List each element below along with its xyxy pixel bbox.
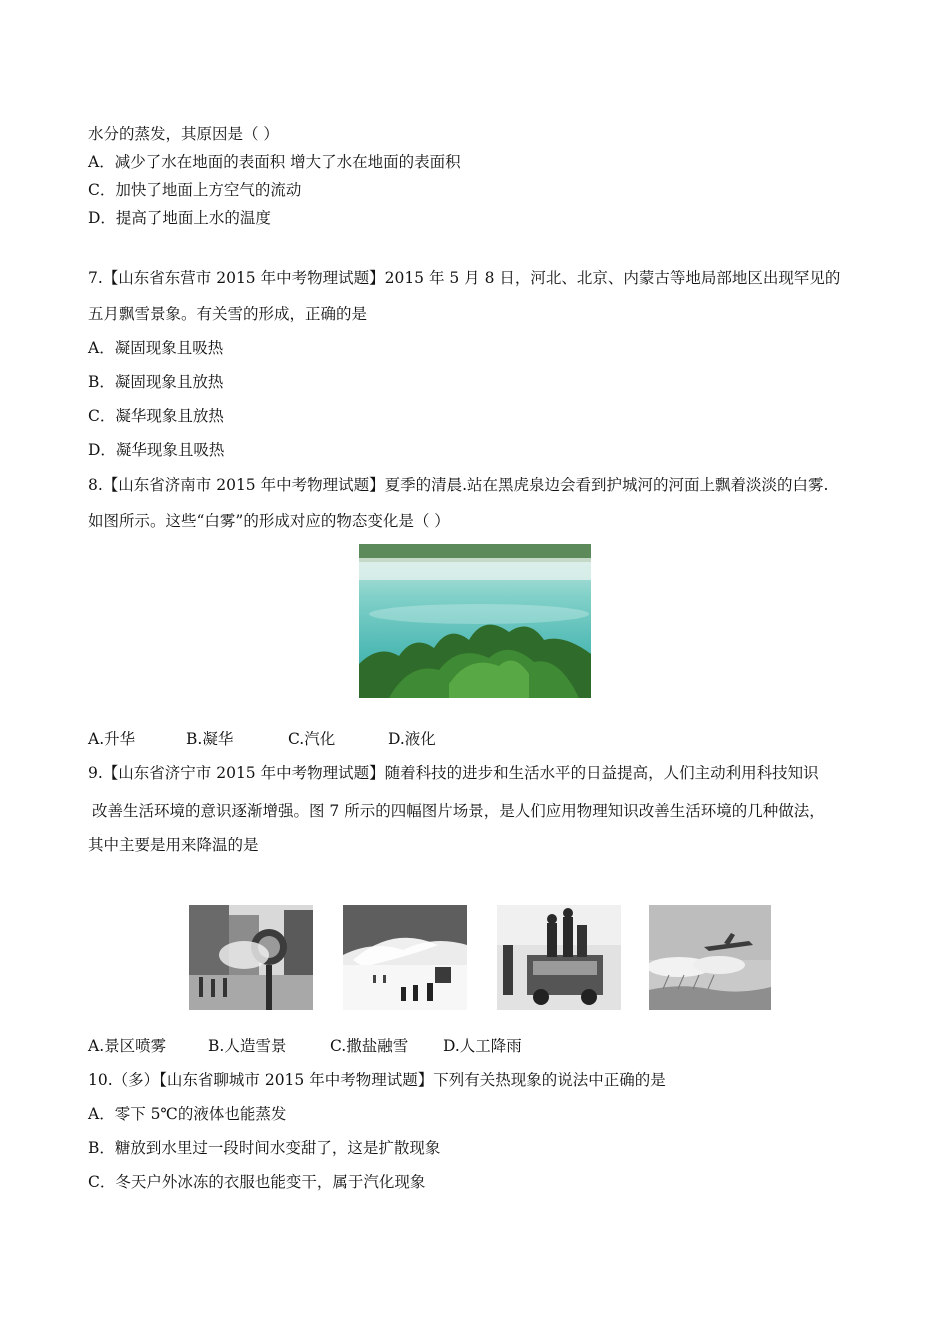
q7-option-b: B．凝固现象且放热 [88, 373, 224, 391]
q6-option-c: C．加快了地面上方空气的流动 [88, 181, 302, 199]
q9-option-b: B.人造雪景 [208, 1037, 287, 1055]
q7-option-a: A．凝固现象且吸热 [88, 339, 224, 357]
q10-option-c: C．冬天户外冰冻的衣服也能变干，属于汽化现象 [88, 1173, 426, 1191]
q8-option-c: C.汽化 [288, 730, 336, 748]
q8-option-d: D.液化 [388, 730, 436, 748]
q8-option-a: A.升华 [88, 730, 136, 748]
q9-option-a: A.景区喷雾 [88, 1037, 167, 1055]
artificial-rain-photo [649, 905, 771, 1010]
q6-option-d: D．提高了地面上水的温度 [88, 209, 271, 227]
q7-option-d: D．凝华现象且吸热 [88, 441, 225, 459]
q9-stem-line3: 其中主要是用来降温的是 [88, 836, 259, 854]
scenic-spray-photo [189, 905, 313, 1010]
q8-option-b: B.凝华 [186, 730, 234, 748]
q8-stem-line1: 8.【山东省济南市 2015 年中考物理试题】夏季的清晨.站在黑虎泉边会看到护城河的河面上飘着淡淡的白雾. [88, 476, 829, 494]
q10-option-a: A．零下 5℃的液体也能蒸发 [88, 1105, 287, 1123]
q9-stem-line1: 9.【山东省济宁市 2015 年中考物理试题】随着科技的进步和生活水平的日益提高，人们主动利用科技知识 [88, 764, 819, 782]
q7-stem-line1: 7.【山东省东营市 2015 年中考物理试题】2015 年 5 月 8 日，河北、北京、内蒙古等地局部地区出现罕见的 [88, 269, 841, 287]
river-fog-photo [359, 544, 591, 698]
q8-stem-line2: 如图所示。这些“白雾”的形成对应的物态变化是（ ） [88, 512, 450, 530]
q7-option-c: C．凝华现象且放热 [88, 407, 224, 425]
q6-option-ab: A．减少了水在地面的表面积 增大了水在地面的表面积 [88, 153, 461, 171]
salt-spreading-photo [497, 905, 621, 1010]
q9-option-c: C.撒盐融雪 [330, 1037, 409, 1055]
q9-option-d: D.人工降雨 [443, 1037, 522, 1055]
q9-stem-line2: 改善生活环境的意识逐渐增强。图 7 所示的四幅图片场景，是人们应用物理知识改善生活环境的几种做法， [92, 802, 825, 820]
q6-stem-tail: 水分的蒸发，其原因是（ ） [88, 125, 279, 143]
q10-option-b: B．糖放到水里过一段时间水变甜了，这是扩散现象 [88, 1139, 441, 1157]
artificial-snow-photo [343, 905, 467, 1010]
q10-stem-line1: 10.（多）【山东省聊城市 2015 年中考物理试题】下列有关热现象的说法中正确的是 [88, 1071, 666, 1089]
q7-stem-line2: 五月飘雪景象。有关雪的形成，正确的是 [88, 305, 368, 323]
